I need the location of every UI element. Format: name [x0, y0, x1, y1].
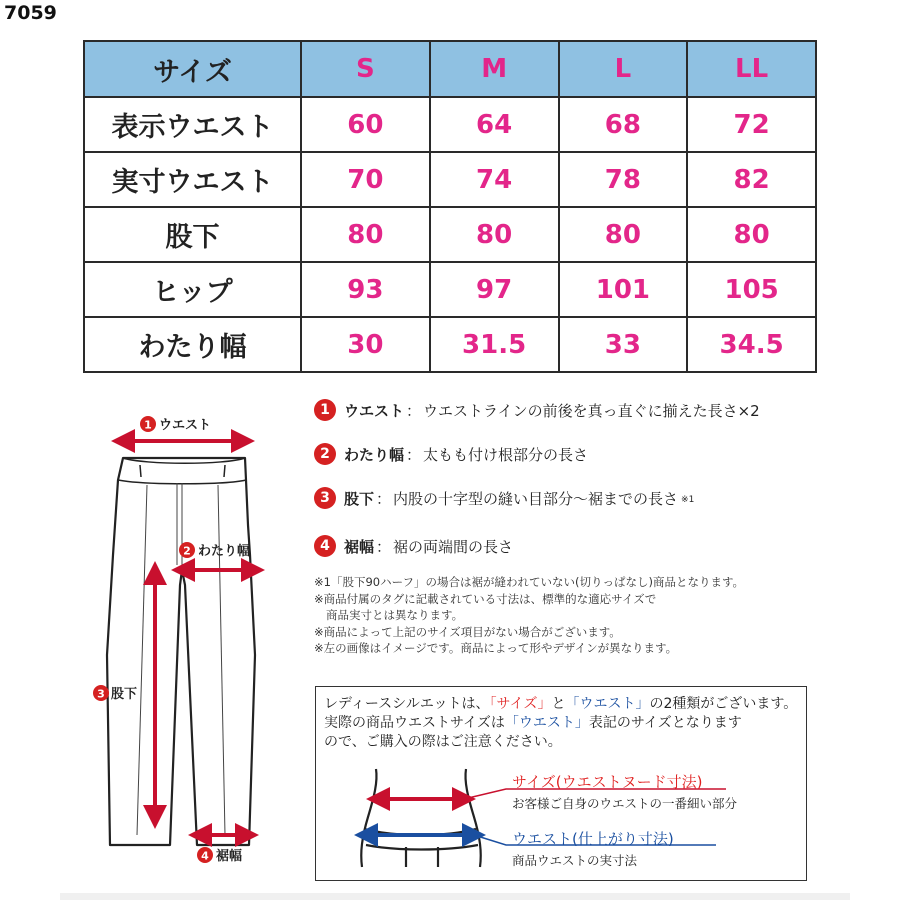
note-number-icon: 2 [314, 443, 336, 465]
table-cell: 34.5 [687, 317, 816, 372]
note-footnote-mark: ※1 [681, 495, 695, 505]
note-hem-width [314, 535, 513, 557]
table-cell: 74 [430, 152, 559, 207]
info-waist-highlight: 「ウエスト」 [565, 696, 650, 712]
table-cell: 78 [559, 152, 688, 207]
table-cell: 33 [559, 317, 688, 372]
note-number-icon: 1 [314, 399, 336, 421]
row-label-actual-waist: 実寸ウエスト [84, 152, 301, 207]
row-label-hip: ヒップ [84, 262, 301, 317]
marker-4-number: 4 [201, 849, 209, 863]
remark-line: 商品実寸とは異なります。 [326, 608, 464, 623]
note-term: わたり幅 [344, 445, 405, 464]
info-text: 表記のサイズとなります [588, 715, 742, 731]
table-cell: 101 [559, 262, 688, 317]
note-thigh-width [314, 443, 588, 465]
size-nude-label: サイズ(ウエストヌード寸法) [512, 773, 703, 791]
size-header-m: M [430, 41, 559, 97]
inseam-label: 股下 [111, 687, 138, 702]
note-inseam [314, 487, 694, 509]
marker-2-number: 2 [183, 544, 191, 558]
thigh-label: わたり幅 [198, 544, 251, 559]
table-cell: 30 [301, 317, 430, 372]
remark-line: ※1「股下90ハーフ」の場合は裾が縫われていない(切りっぱなし)商品となります。 [314, 575, 745, 589]
remarks-list [314, 574, 744, 657]
table-cell: 80 [687, 207, 816, 262]
pants-outline [107, 458, 255, 845]
silhouette-info-box [315, 686, 807, 881]
table-cell: 31.5 [430, 317, 559, 372]
note-number-icon: 4 [314, 535, 336, 557]
note-separator: ： [376, 489, 392, 508]
table-cell: 68 [559, 97, 688, 152]
marker-1-number: 1 [144, 418, 152, 432]
remark-line: ※左の画像はイメージです。商品によって形やデザインが異なります。 [314, 641, 678, 656]
info-size-highlight: 「サイズ」 [489, 696, 552, 712]
waist-label: ウエスト [159, 418, 212, 433]
table-cell: 64 [430, 97, 559, 152]
table-cell: 80 [430, 207, 559, 262]
table-cell: 82 [687, 152, 816, 207]
info-line-3: ので、ご購入の際はご注意ください。 [324, 734, 562, 750]
info-waist-highlight: 「ウエスト」 [504, 715, 589, 731]
product-code: 7059 [4, 2, 57, 24]
finished-waist-description: 商品ウエストの実寸法 [512, 853, 638, 868]
note-number-icon: 3 [314, 487, 336, 509]
row-label-inseam: 股下 [84, 207, 301, 262]
marker-3-number: 3 [97, 687, 105, 701]
remark-line: ※商品付属のタグに記載されている寸法は、標準的な適応サイズで [314, 591, 657, 606]
finished-waist-label: ウエスト(仕上がり寸法) [512, 830, 674, 848]
size-header-ll: LL [687, 41, 816, 97]
table-cell: 93 [301, 262, 430, 317]
note-description: ウエストラインの前後を真っ直ぐに揃えた長さ×2 [423, 401, 760, 420]
table-cell: 105 [687, 262, 816, 317]
table-row [84, 207, 816, 262]
note-waist [314, 399, 760, 421]
note-separator: ： [376, 537, 392, 556]
info-text: の2種類がございます。 [649, 696, 798, 712]
info-text: 実際の商品ウエストサイズは [324, 715, 505, 731]
note-separator: ： [406, 401, 422, 420]
size-chart-table [83, 40, 817, 373]
size-nude-description: お客様ご自身のウエストの一番細い部分 [512, 796, 738, 811]
hem-label: 裾幅 [216, 849, 243, 864]
bottom-divider [60, 893, 850, 900]
table-cell: 70 [301, 152, 430, 207]
size-header-l: L [559, 41, 688, 97]
note-description: 太もも付け根部分の長さ [423, 445, 589, 464]
table-row [84, 152, 816, 207]
table-row [84, 262, 816, 317]
note-term: 裾幅 [344, 537, 375, 556]
info-text: レディースシルエットは、 [324, 696, 490, 712]
table-row [84, 97, 816, 152]
pants-diagram [85, 405, 280, 875]
note-description: 裾の両端間の長さ [393, 537, 514, 556]
table-row [84, 317, 816, 372]
table-cell: 80 [559, 207, 688, 262]
info-text: と [551, 696, 566, 712]
row-label-display-waist: 表示ウエスト [84, 97, 301, 152]
table-header-row [84, 41, 816, 97]
remark-line: ※商品によって上記のサイズ項目がない場合がございます。 [314, 624, 621, 639]
row-label-thigh-width: わたり幅 [84, 317, 301, 372]
note-term: ウエスト [344, 401, 405, 420]
table-cell: 80 [301, 207, 430, 262]
size-header-s: S [301, 41, 430, 97]
table-cell: 60 [301, 97, 430, 152]
note-term: 股下 [344, 489, 375, 508]
table-cell: 72 [687, 97, 816, 152]
table-cell: 97 [430, 262, 559, 317]
note-description: 内股の十字型の縫い目部分～裾までの長さ [393, 489, 679, 508]
note-separator: ： [406, 445, 422, 464]
body-silhouette [361, 769, 481, 867]
header-size-label: サイズ [84, 41, 301, 97]
